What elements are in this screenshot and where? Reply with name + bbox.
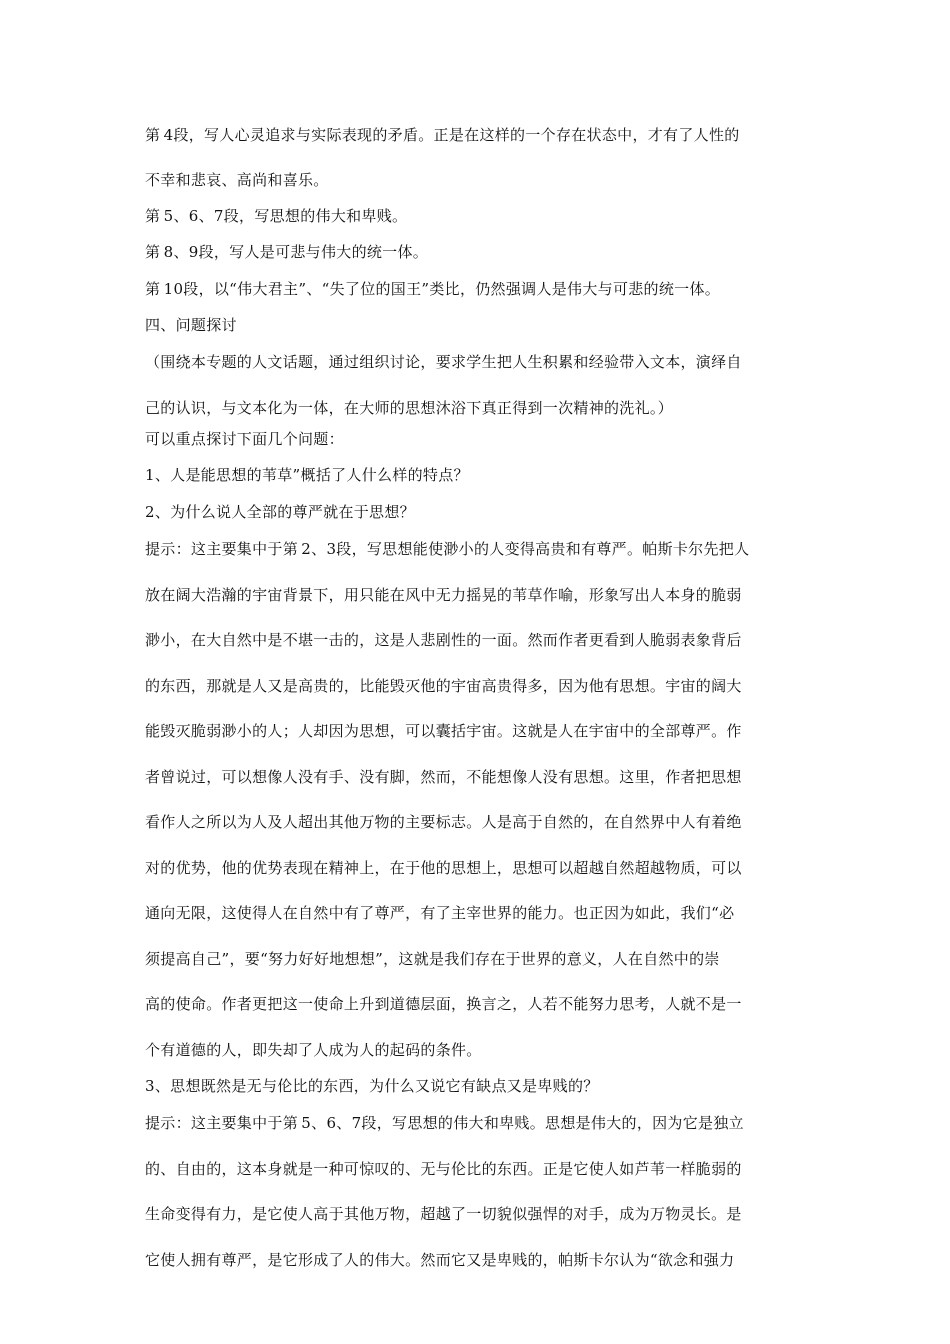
text-line: 的东西，那就是人又是高贵的，比能毁灭他的宇宙高贵得多，因为他有思想。宇宙的阔大 [145,677,742,695]
text-line: 第 10段，以“伟大君主”、“失了位的国王”类比，仍然强调人是伟大与可悲的统一体。 [145,280,721,298]
text-line: 者曾说过，可以想像人没有手、没有脚，然而，不能想像人没有思想。这里，作者把思想 [145,768,742,786]
text-line: 通向无限，这使得人在自然中有了尊严，有了主宰世界的能力。也正因为如此，我们“必 [145,904,735,922]
text-line: 可以重点探讨下面几个问题： [145,430,344,448]
text-line: 它使人拥有尊严，是它形成了人的伟大。然而它又是卑贱的，帕斯卡尔认为“欲念和强力 [145,1251,735,1269]
text-line: 对的优势，他的优势表现在精神上，在于他的思想上，思想可以超越自然超越物质，可以 [145,859,742,877]
text-line: 能毁灭脆弱渺小的人；人却因为思想，可以囊括宇宙。这就是人在宇宙中的全部尊严。作 [145,722,742,740]
question-3: 3、思想既然是无与伦比的东西，为什么又说它有缺点又是卑贱的？ [145,1077,599,1095]
text-line: 的、自由的，这本身就是一种可惊叹的、无与伦比的东西。正是它使人如芦苇一样脆弱的 [145,1160,742,1178]
text-line: 看作人之所以为人及人超出其他万物的主要标志。人是高于自然的，在自然界中人有着绝 [145,813,742,831]
text-line: 第 4段，写人心灵追求与实际表现的矛盾。正是在这样的一个存在状态中，才有了人性的 [145,126,740,144]
text-line: 第 8、9段，写人是可悲与伟大的统一体。 [145,243,429,261]
text-line: 第 5、6、7段，写思想的伟大和卑贱。 [145,207,408,225]
text-line: 须提高自己”，要“努力好好地想想”，这就是我们存在于世界的意义，人在自然中的崇 [145,950,720,968]
text-line: 不幸和悲哀、高尚和喜乐。 [145,171,329,189]
text-line: 放在阔大浩瀚的宇宙背景下，用只能在风中无力摇晃的苇草作喻，形象写出人本身的脆弱 [145,586,742,604]
question-1: 1、人是能思想的苇草”概括了人什么样的特点？ [145,466,469,484]
text-line: 己的认识，与文本化为一体，在大师的思想沐浴下真正得到一次精神的洗礼。） [145,399,674,417]
question-2: 2、为什么说人全部的尊严就在于思想？ [145,503,415,521]
text-line: （围绕本专题的人文话题，通过组织讨论，要求学生把人生积累和经验带入文本，演绎自 [145,353,742,371]
text-line: 高的使命。作者更把这一使命上升到道德层面，换言之，人若不能努力思考，人就不是一 [145,995,742,1013]
section-heading: 四、问题探讨 [145,316,237,334]
text-line: 生命变得有力，是它使人高于其他万物，超越了一切貌似强悍的对手，成为万物灵长。是 [145,1205,742,1223]
text-line: 提示：这主要集中于第 2、3段，写思想能使渺小的人变得高贵和有尊严。帕斯卡尔先把人 [145,540,750,558]
text-line: 渺小，在大自然中是不堪一击的，这是人悲剧性的一面。然而作者更看到人脆弱表象背后 [145,631,742,649]
text-line: 提示：这主要集中于第 5、6、7段，写思想的伟大和卑贱。思想是伟大的，因为它是独立 [145,1114,744,1132]
text-line: 个有道德的人，即失却了人成为人的起码的条件。 [145,1041,482,1059]
